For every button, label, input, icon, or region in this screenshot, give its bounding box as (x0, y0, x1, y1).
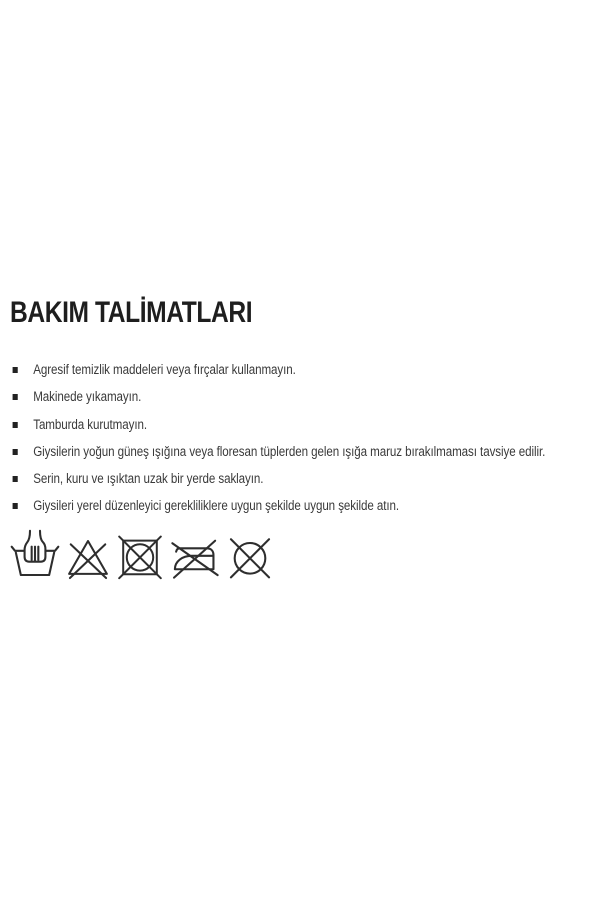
list-item (10, 465, 578, 492)
instruction-text: Makinede yıkamayın. (33, 389, 142, 405)
bullet-square-icon (13, 449, 18, 455)
bullet-square-icon (13, 367, 18, 373)
instruction-text: Tamburda kurutmayın. (33, 416, 148, 432)
bullet-square-icon (13, 422, 18, 428)
bullet-square-icon (13, 476, 18, 482)
page-title: BAKIM TALİMATLARI (10, 296, 253, 329)
list-item (10, 438, 578, 465)
list-item (10, 411, 578, 438)
do-not-tumble-dry-icon (116, 527, 164, 583)
instruction-list (10, 356, 578, 520)
instruction-text: Giysilerin yoğun güneş ışığına veya floresan tüplerden gelen ışığa maruz bırakılmaması tavsiye edilir. (33, 443, 546, 459)
care-symbols-row (10, 527, 274, 583)
do-not-dry-clean-icon (226, 527, 274, 583)
do-not-bleach-icon (65, 527, 111, 583)
instruction-text: Serin, kuru ve ışıktan uzak bir yerde saklayın. (33, 471, 264, 487)
instruction-text: Giysileri yerel düzenleyici gerekliliklere uygun şekilde uygun şekilde atın. (33, 498, 400, 514)
bullet-square-icon (13, 394, 18, 400)
list-item (10, 383, 578, 410)
list-item (10, 492, 578, 519)
do-not-iron-icon (169, 527, 221, 583)
list-item (10, 356, 578, 383)
instruction-text: Agresif temizlik maddeleri veya fırçalar kullanmayın. (33, 362, 296, 377)
bullet-square-icon (13, 503, 18, 509)
hand-wash-icon (10, 527, 60, 583)
